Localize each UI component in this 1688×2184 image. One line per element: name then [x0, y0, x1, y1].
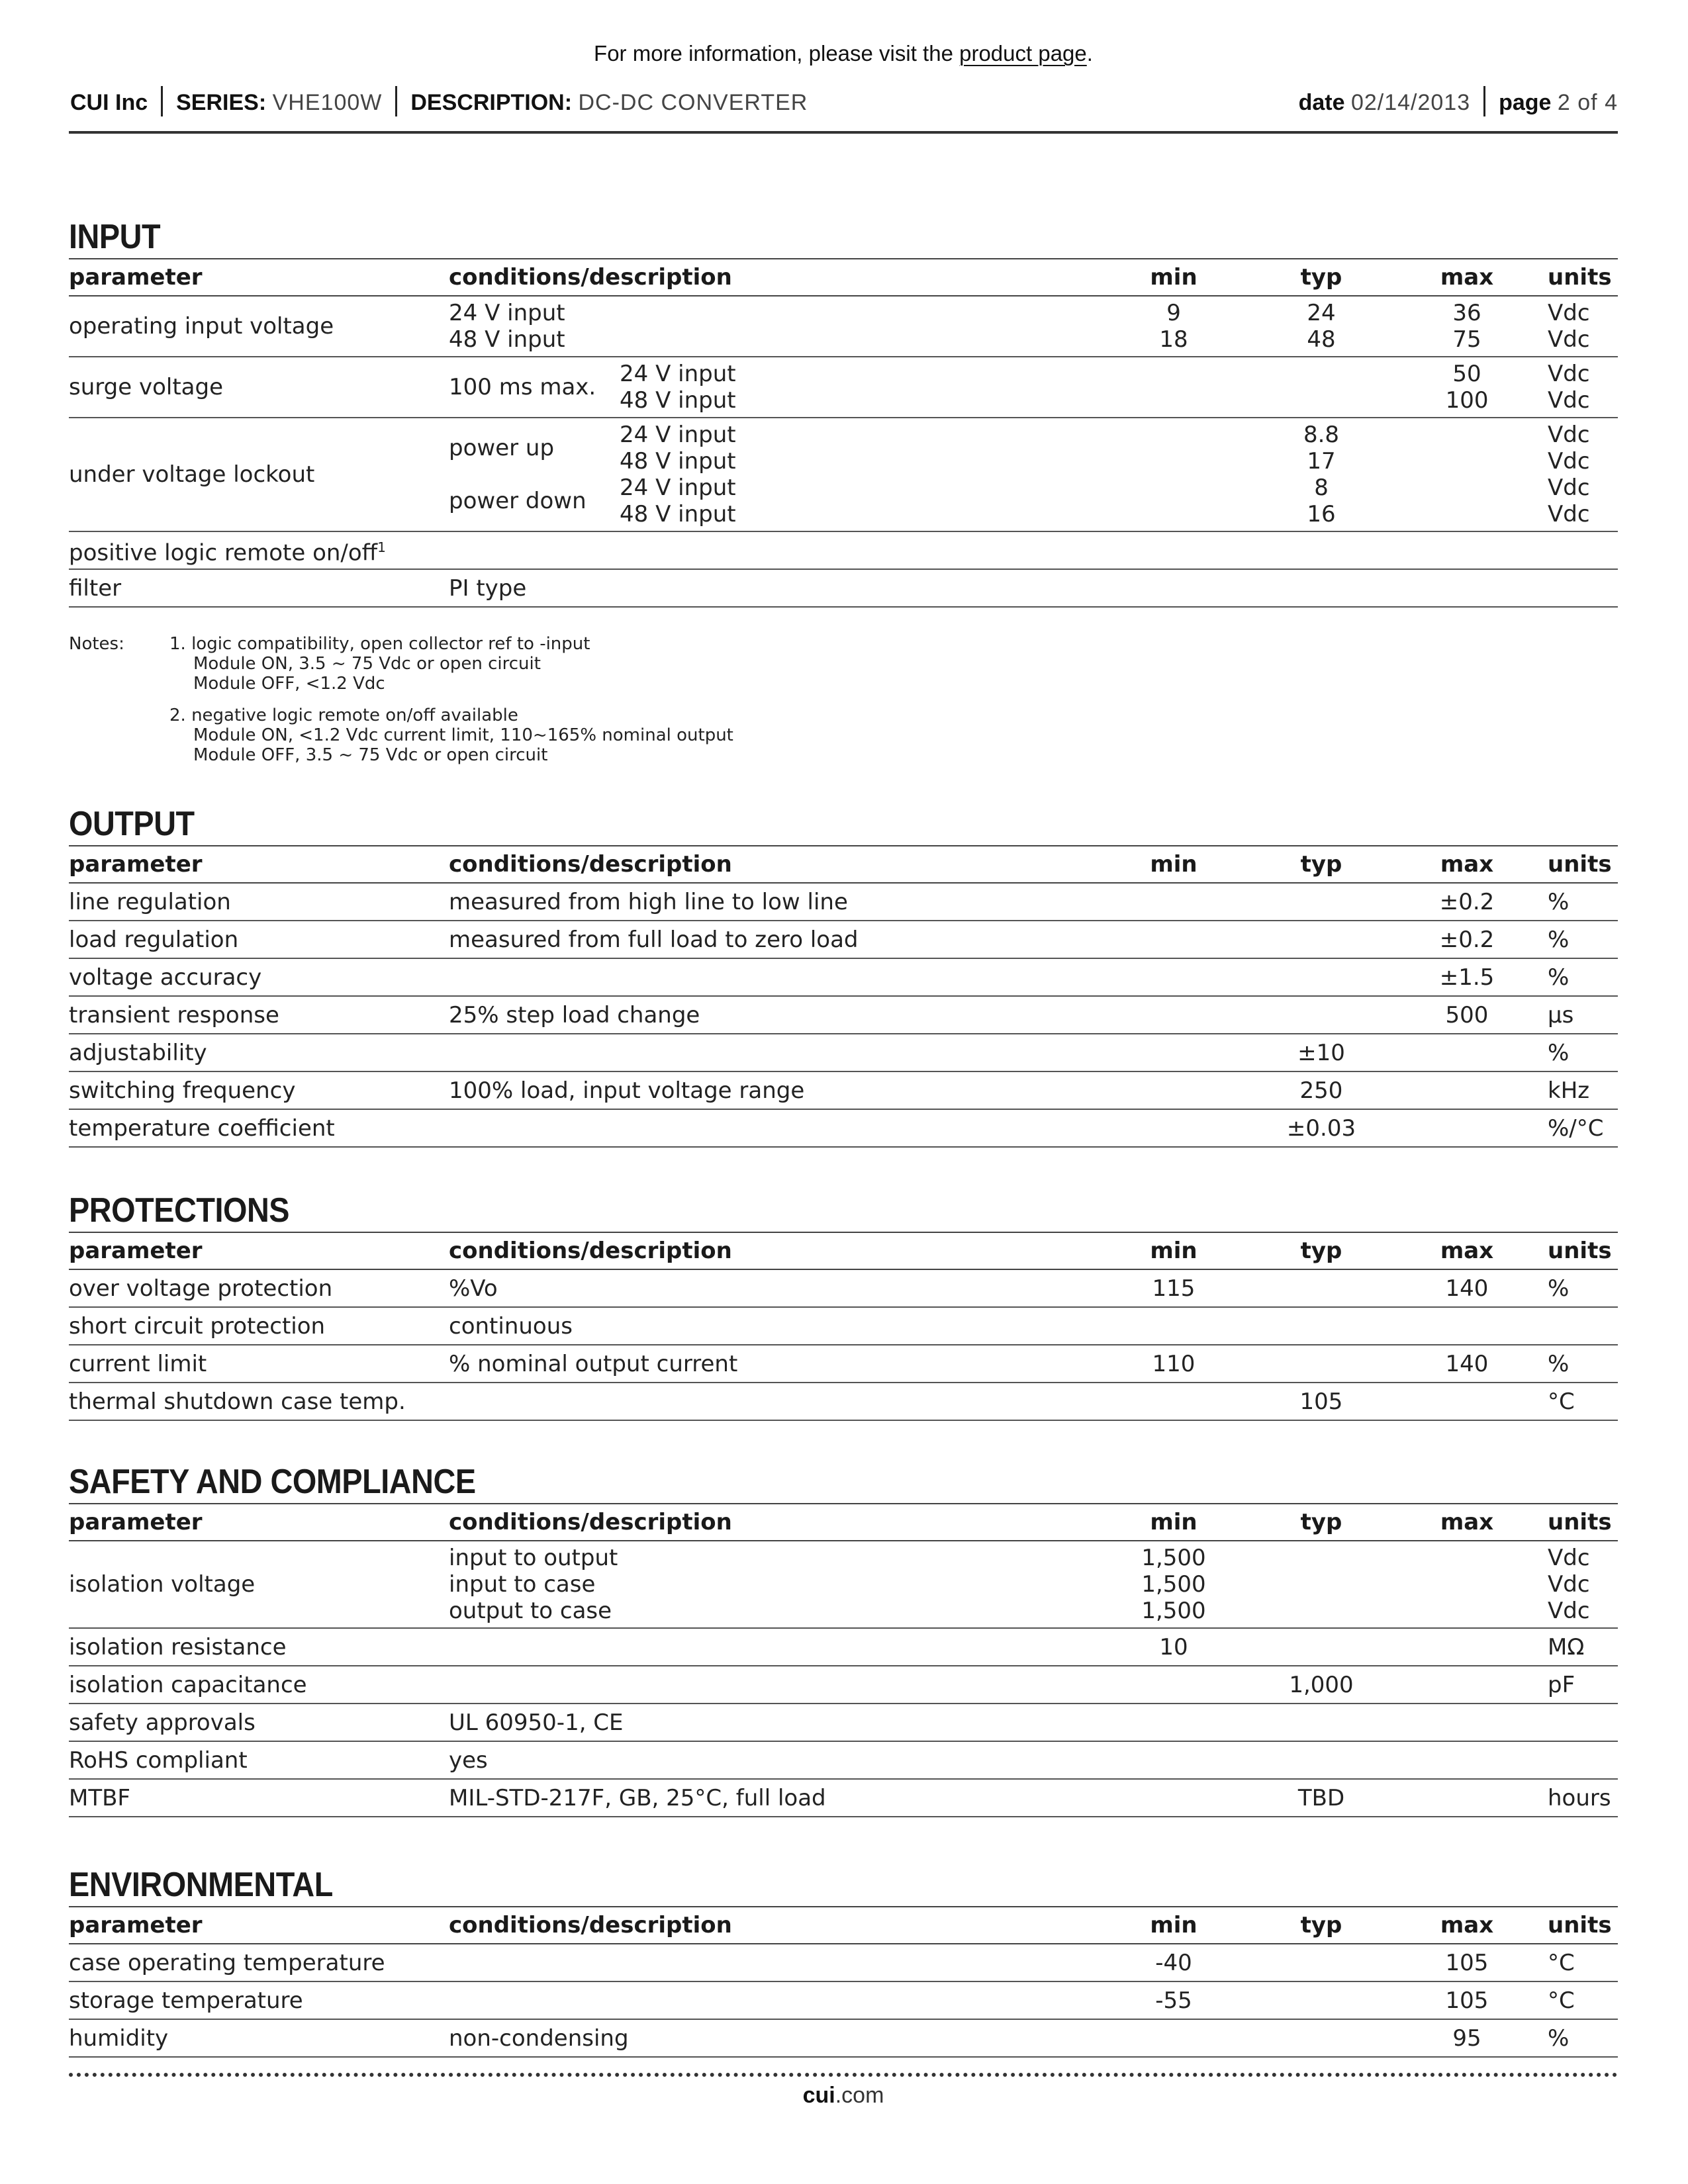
- table-row: [69, 883, 1618, 921]
- input-section: [69, 216, 1618, 608]
- max-cell: ±0.2: [1393, 921, 1541, 958]
- value-line: 18: [1159, 326, 1188, 353]
- conditions-cell: [449, 1944, 1098, 1981]
- units-cell: °C: [1541, 1981, 1618, 2019]
- value-line: Vdc: [1548, 387, 1590, 414]
- units-cell: %: [1541, 2019, 1618, 2057]
- col-typ: typ: [1250, 1232, 1393, 1269]
- condition-line: power up: [449, 435, 555, 461]
- safety-section: [69, 1461, 1618, 1817]
- info-note-suffix: .: [1086, 41, 1093, 66]
- notes-block: [69, 634, 1128, 766]
- conditions-cell: MIL-STD-217F, GB, 25°C, full load: [449, 1779, 1098, 1817]
- note-item: 1. logic compatibility, open collector ref to -input: [169, 634, 590, 654]
- param-cell: short circuit protection: [69, 1307, 449, 1345]
- conditions-cell: measured from high line to low line: [449, 883, 1098, 921]
- condition-line: 24 V input: [449, 300, 565, 326]
- info-note-text: For more information, please visit the: [594, 41, 960, 66]
- value-line: 1,500: [1141, 1598, 1206, 1624]
- table-header-row: [69, 1232, 1618, 1269]
- value-line: 36: [1452, 300, 1481, 326]
- table-row: [69, 569, 1618, 607]
- units-cell: μs: [1541, 996, 1618, 1034]
- param-cell: filter: [69, 569, 449, 607]
- min-cell: [1098, 1071, 1250, 1109]
- value-line: 8: [1314, 475, 1329, 501]
- conditions-cell: 100 ms max.: [449, 357, 620, 418]
- units-cell: °C: [1541, 1383, 1618, 1420]
- typ-cell: [1250, 1944, 1393, 1981]
- param-cell: surge voltage: [69, 357, 449, 418]
- units-cell: %: [1541, 921, 1618, 958]
- page-label: page: [1499, 89, 1552, 115]
- param-cell: safety approvals: [69, 1704, 449, 1741]
- max-cell: 105: [1393, 1981, 1541, 2019]
- sub-conditions-cell: [620, 418, 1098, 531]
- col-units: units: [1541, 1504, 1618, 1541]
- typ-cell: [1250, 296, 1393, 357]
- units-cell: [1541, 357, 1618, 418]
- units-cell: %: [1541, 1034, 1618, 1071]
- col-parameter: parameter: [69, 1232, 449, 1269]
- col-max: max: [1393, 259, 1541, 296]
- max-cell: [1393, 1666, 1541, 1704]
- environmental-table: [69, 1906, 1618, 2058]
- min-cell: [1098, 296, 1250, 357]
- param-cell: switching frequency: [69, 1071, 449, 1109]
- notes-body: [169, 634, 1096, 765]
- col-units: units: [1541, 1907, 1618, 1944]
- footer-site[interactable]: [69, 2083, 1618, 2109]
- units-cell: [1541, 1541, 1618, 1628]
- param-cell: MTBF: [69, 1779, 449, 1817]
- value-line: Vdc: [1548, 1545, 1590, 1571]
- max-cell: [1393, 1383, 1541, 1420]
- param-cell: case operating temperature: [69, 1944, 449, 1981]
- col-min: min: [1098, 846, 1250, 883]
- col-conditions: conditions/description: [449, 1907, 1098, 1944]
- param-cell: adjustability: [69, 1034, 449, 1071]
- info-note: [69, 41, 1618, 66]
- max-cell: ±0.2: [1393, 883, 1541, 921]
- col-parameter: parameter: [69, 1907, 449, 1944]
- date-value: 02/14/2013: [1350, 89, 1471, 115]
- table-row: [69, 1345, 1618, 1383]
- value-line: Vdc: [1548, 501, 1590, 527]
- param-cell: thermal shutdown case temp.: [69, 1383, 449, 1420]
- col-parameter: parameter: [69, 1504, 449, 1541]
- typ-cell: ±0.03: [1250, 1109, 1393, 1147]
- min-cell: [1098, 1779, 1250, 1817]
- value-line: 8.8: [1303, 422, 1340, 448]
- typ-cell: ±10: [1250, 1034, 1393, 1071]
- section-title: ENVIRONMENTAL: [69, 1866, 333, 1904]
- conditions-cell: [449, 1109, 1098, 1147]
- min-cell: [1098, 1741, 1250, 1779]
- table-row: [69, 1779, 1618, 1817]
- output-section: [69, 803, 1618, 1148]
- condition-line: 24 V input: [620, 422, 736, 448]
- col-typ: typ: [1250, 846, 1393, 883]
- units-cell: MΩ: [1541, 1628, 1618, 1666]
- units-cell: %: [1541, 958, 1618, 996]
- series-value: VHE100W: [272, 89, 383, 115]
- condition-line: 24 V input: [620, 361, 736, 387]
- col-units: units: [1541, 259, 1618, 296]
- table-row: [69, 996, 1618, 1034]
- typ-cell: [1250, 1541, 1393, 1628]
- param-cell: current limit: [69, 1345, 449, 1383]
- col-conditions: conditions/description: [449, 259, 1098, 296]
- conditions-cell: non-condensing: [449, 2019, 1098, 2057]
- max-cell: [1393, 1628, 1541, 1666]
- value-line: 1,500: [1141, 1545, 1206, 1571]
- table-row: [69, 2019, 1618, 2057]
- conditions-cell: UL 60950-1, CE: [449, 1704, 1098, 1741]
- header-divider: [1483, 86, 1485, 116]
- max-cell: [1393, 418, 1541, 531]
- max-cell: [1393, 1071, 1541, 1109]
- condition-line: 48 V input: [620, 387, 736, 414]
- param-cell: isolation voltage: [69, 1541, 449, 1628]
- table-row: [69, 1666, 1618, 1704]
- conditions-cell: %Vo: [449, 1269, 1098, 1307]
- value-line: 48: [1307, 326, 1336, 353]
- table-row: [69, 1109, 1618, 1147]
- units-cell: %: [1541, 1345, 1618, 1383]
- value-line: 75: [1452, 326, 1481, 353]
- col-units: units: [1541, 1232, 1618, 1269]
- typ-cell: 105: [1250, 1383, 1393, 1420]
- param-cell: load regulation: [69, 921, 449, 958]
- conditions-cell: [449, 1981, 1098, 2019]
- conditions-cell: [449, 1666, 1098, 1704]
- table-row: [69, 1034, 1618, 1071]
- footnote-ref: 1: [377, 539, 386, 556]
- sub-conditions-cell: [620, 357, 1098, 418]
- min-cell: [1098, 357, 1250, 418]
- condition-line: 48 V input: [620, 501, 736, 527]
- description-label: DESCRIPTION:: [410, 89, 573, 115]
- param-cell: isolation capacitance: [69, 1666, 449, 1704]
- units-cell: [1541, 1704, 1618, 1741]
- col-max: max: [1393, 1504, 1541, 1541]
- table-row: [69, 1071, 1618, 1109]
- output-table: [69, 845, 1618, 1148]
- header-divider: [395, 86, 397, 116]
- min-cell: [1098, 1307, 1250, 1345]
- col-conditions: conditions/description: [449, 1232, 1098, 1269]
- units-cell: kHz: [1541, 1071, 1618, 1109]
- min-cell: [1098, 1666, 1250, 1704]
- value-line: Vdc: [1548, 361, 1590, 387]
- max-cell: [1393, 1034, 1541, 1071]
- units-cell: [1541, 296, 1618, 357]
- condition-line: input to case: [449, 1571, 596, 1598]
- footer-rule: [69, 2073, 1618, 2077]
- units-cell: %: [1541, 1269, 1618, 1307]
- value-line: 16: [1307, 501, 1336, 527]
- table-row: [69, 1981, 1618, 2019]
- page-header: [69, 85, 1618, 134]
- section-title: OUTPUT: [69, 805, 195, 843]
- conditions-cell: [449, 1541, 1098, 1628]
- col-conditions: conditions/description: [449, 846, 1098, 883]
- typ-cell: [1250, 357, 1393, 418]
- conditions-cell: continuous: [449, 1307, 1098, 1345]
- col-units: units: [1541, 846, 1618, 883]
- min-cell: [1098, 921, 1250, 958]
- notes-label: Notes:: [69, 634, 124, 654]
- table-row: [69, 1307, 1618, 1345]
- product-page-link[interactable]: product page: [959, 41, 1087, 66]
- conditions-cell: [449, 418, 620, 531]
- value-line: Vdc: [1548, 326, 1590, 353]
- table-row: [69, 531, 1618, 569]
- min-cell: -40: [1098, 1944, 1250, 1981]
- min-cell: -55: [1098, 1981, 1250, 2019]
- min-cell: [1098, 2019, 1250, 2057]
- typ-cell: [1250, 1741, 1393, 1779]
- value-line: 9: [1166, 300, 1181, 326]
- footer-brand: cui: [802, 2083, 835, 2108]
- max-cell: [1393, 1109, 1541, 1147]
- table-row: [69, 357, 1618, 418]
- units-cell: hours: [1541, 1779, 1618, 1817]
- environmental-section: [69, 1864, 1618, 2058]
- conditions-cell: [449, 296, 1098, 357]
- table-row: [69, 296, 1618, 357]
- col-min: min: [1098, 1232, 1250, 1269]
- table-row: [69, 418, 1618, 531]
- param-cell: humidity: [69, 2019, 449, 2057]
- conditions-cell: 100% load, input voltage range: [449, 1071, 1098, 1109]
- note-detail: Module ON, <1.2 Vdc current limit, 110~165% nominal output: [193, 725, 733, 745]
- typ-cell: [1250, 921, 1393, 958]
- typ-cell: [1250, 1981, 1393, 2019]
- safety-table: [69, 1503, 1618, 1817]
- conditions-cell: measured from full load to zero load: [449, 921, 1098, 958]
- note-detail: Module OFF, 3.5 ~ 75 Vdc or open circuit: [193, 745, 548, 765]
- col-typ: typ: [1250, 1504, 1393, 1541]
- table-row: [69, 1628, 1618, 1666]
- value-line: Vdc: [1548, 1571, 1590, 1598]
- typ-cell: [1250, 1628, 1393, 1666]
- col-typ: typ: [1250, 1907, 1393, 1944]
- min-cell: [1098, 958, 1250, 996]
- typ-cell: TBD: [1250, 1779, 1393, 1817]
- conditions-cell: [449, 1628, 1098, 1666]
- conditions-cell: [449, 1383, 1098, 1420]
- value-line: Vdc: [1548, 1598, 1590, 1624]
- min-cell: [1098, 1383, 1250, 1420]
- conditions-cell: [449, 958, 1098, 996]
- min-cell: [1098, 1109, 1250, 1147]
- conditions-cell: yes: [449, 1741, 1098, 1779]
- col-parameter: parameter: [69, 846, 449, 883]
- typ-cell: 1,000: [1250, 1666, 1393, 1704]
- max-cell: 105: [1393, 1944, 1541, 1981]
- value-line: 24: [1307, 300, 1336, 326]
- value-line: 100: [1445, 387, 1489, 414]
- units-cell: [1541, 1741, 1618, 1779]
- condition-line: power down: [449, 488, 586, 514]
- table-row: [69, 1541, 1618, 1628]
- conditions-cell: [449, 1034, 1098, 1071]
- col-min: min: [1098, 259, 1250, 296]
- table-header-row: [69, 1504, 1618, 1541]
- typ-cell: [1250, 1307, 1393, 1345]
- max-cell: ±1.5: [1393, 958, 1541, 996]
- footer-domain: .com: [835, 2083, 884, 2108]
- units-cell: [1541, 1307, 1618, 1345]
- min-cell: [1098, 1034, 1250, 1071]
- typ-cell: [1250, 1269, 1393, 1307]
- max-cell: [1393, 1741, 1541, 1779]
- units-cell: pF: [1541, 1666, 1618, 1704]
- param-cell: RoHS compliant: [69, 1741, 449, 1779]
- max-cell: [1393, 296, 1541, 357]
- max-cell: 140: [1393, 1345, 1541, 1383]
- section-title: PROTECTIONS: [69, 1191, 290, 1230]
- typ-cell: [1250, 1345, 1393, 1383]
- protections-section: [69, 1189, 1618, 1421]
- max-cell: [1393, 1779, 1541, 1817]
- section-title: SAFETY AND COMPLIANCE: [69, 1463, 476, 1501]
- units-cell: %: [1541, 883, 1618, 921]
- description-value: DC-DC CONVERTER: [578, 89, 808, 115]
- company-name: CUI Inc: [70, 89, 148, 115]
- value-line: 17: [1307, 448, 1336, 475]
- typ-cell: 250: [1250, 1071, 1393, 1109]
- note-item: 2. negative logic remote on/off available: [169, 705, 518, 725]
- page-value: 2 of 4: [1557, 89, 1618, 115]
- value-line: Vdc: [1548, 422, 1590, 448]
- param-cell: isolation resistance: [69, 1628, 449, 1666]
- min-cell: [1098, 996, 1250, 1034]
- note-detail: Module OFF, <1.2 Vdc: [193, 674, 385, 694]
- max-cell: [1393, 1307, 1541, 1345]
- col-min: min: [1098, 1907, 1250, 1944]
- param-cell: over voltage protection: [69, 1269, 449, 1307]
- param-cell: operating input voltage: [69, 296, 449, 357]
- units-cell: %/°C: [1541, 1109, 1618, 1147]
- col-conditions: conditions/description: [449, 1504, 1098, 1541]
- note-detail: Module ON, 3.5 ~ 75 Vdc or open circuit: [193, 654, 541, 674]
- min-cell: [1098, 1704, 1250, 1741]
- min-cell: [1098, 418, 1250, 531]
- param-cell: line regulation: [69, 883, 449, 921]
- condition-line: 24 V input: [620, 475, 736, 501]
- col-min: min: [1098, 1504, 1250, 1541]
- section-title: INPUT: [69, 218, 161, 256]
- table-row: [69, 1704, 1618, 1741]
- min-cell: [1098, 1541, 1250, 1628]
- max-cell: 95: [1393, 2019, 1541, 2057]
- max-cell: 500: [1393, 996, 1541, 1034]
- value-line: Vdc: [1548, 475, 1590, 501]
- condition-line: input to output: [449, 1545, 618, 1571]
- conditions-cell: 25% step load change: [449, 996, 1098, 1034]
- min-cell: 10: [1098, 1628, 1250, 1666]
- date-label: date: [1298, 89, 1345, 115]
- min-cell: [1098, 883, 1250, 921]
- col-parameter: parameter: [69, 259, 449, 296]
- typ-cell: [1250, 996, 1393, 1034]
- units-cell: [1541, 418, 1618, 531]
- condition-line: 48 V input: [620, 448, 736, 475]
- condition-line: output to case: [449, 1598, 612, 1624]
- table-row: [69, 1944, 1618, 1981]
- condition-line: 48 V input: [449, 326, 565, 353]
- param-cell: [69, 531, 1618, 569]
- typ-cell: [1250, 2019, 1393, 2057]
- table-header-row: [69, 259, 1618, 296]
- typ-cell: [1250, 883, 1393, 921]
- conditions-cell: PI type: [449, 569, 1618, 607]
- param-cell: voltage accuracy: [69, 958, 449, 996]
- protections-table: [69, 1232, 1618, 1421]
- value-line: 1,500: [1141, 1571, 1206, 1598]
- param-cell: storage temperature: [69, 1981, 449, 2019]
- table-row: [69, 958, 1618, 996]
- param-cell: under voltage lockout: [69, 418, 449, 531]
- min-cell: 115: [1098, 1269, 1250, 1307]
- series-label: SERIES:: [176, 89, 267, 115]
- col-max: max: [1393, 846, 1541, 883]
- typ-cell: [1250, 958, 1393, 996]
- table-header-row: [69, 846, 1618, 883]
- input-table: [69, 258, 1618, 608]
- col-typ: typ: [1250, 259, 1393, 296]
- table-row: [69, 921, 1618, 958]
- col-max: max: [1393, 1232, 1541, 1269]
- param-cell: temperature coefficient: [69, 1109, 449, 1147]
- header-divider: [161, 86, 163, 116]
- col-max: max: [1393, 1907, 1541, 1944]
- units-cell: °C: [1541, 1944, 1618, 1981]
- table-row: [69, 1383, 1618, 1420]
- conditions-cell: % nominal output current: [449, 1345, 1098, 1383]
- value-line: Vdc: [1548, 448, 1590, 475]
- table-row: [69, 1741, 1618, 1779]
- value-line: 50: [1452, 361, 1481, 387]
- value-line: Vdc: [1548, 300, 1590, 326]
- max-cell: 140: [1393, 1269, 1541, 1307]
- table-header-row: [69, 1907, 1618, 1944]
- table-row: [69, 1269, 1618, 1307]
- typ-cell: [1250, 1704, 1393, 1741]
- param-cell: transient response: [69, 996, 449, 1034]
- max-cell: [1393, 357, 1541, 418]
- typ-cell: [1250, 418, 1393, 531]
- max-cell: [1393, 1541, 1541, 1628]
- max-cell: [1393, 1704, 1541, 1741]
- min-cell: 110: [1098, 1345, 1250, 1383]
- param-text: positive logic remote on/off: [69, 539, 378, 567]
